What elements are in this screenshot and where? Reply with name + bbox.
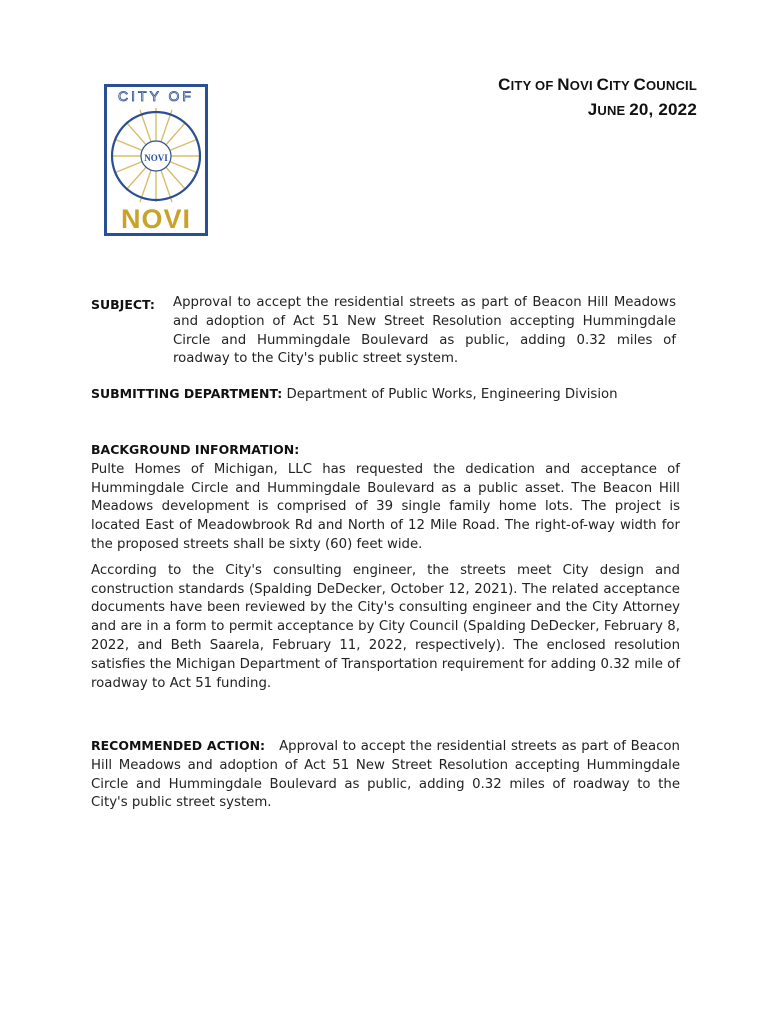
city-of-novi-logo — [104, 84, 208, 236]
logo-city-of-text: CITY OF — [118, 88, 194, 104]
subject-label: SUBJECT: — [91, 297, 155, 312]
submitting-department-section — [91, 385, 691, 405]
header-meeting-date: JUNE 20, 2022 — [587, 100, 697, 119]
recommended-action-text: Approval to accept the residential streets as part of Beacon Hill Meadows and adoption of Act 51 New Street Resolution accepting Hummingdale Circle and Hummingdale Boulevard as public, adding 0.32 miles of roadway to the City's public street system. — [91, 739, 680, 811]
logo-novi-text: NOVI — [120, 204, 192, 234]
recommended-action-label: RECOMMENDED ACTION: — [91, 738, 266, 753]
background-section — [91, 441, 680, 700]
submitting-department-text: Department of Public Works, Engineering Division — [286, 387, 618, 402]
background-paragraph: According to the City's consulting engineer, the streets meet City design and construction standards (Spalding DeDecker, October 12, 2021). The related acceptance documents have been reviewed by the City's consulting engineer and the City Attorney and are in a form to permit acceptance by City Council (Spalding DeDecker, February 8, 2022, and Beth Saarela, February 11, 2022, respectively). The enclosed resolution satisfies the Michigan Department of Transportation requirement for adding 0.32 mile of roadway to Act 51 funding. — [91, 562, 680, 691]
subject-text: Approval to accept the residential streets as part of Beacon Hill Meadows and adoption of Act 51 New Street Resolution accepting Hummingdale Circle and Hummingdale Boulevard as public, adding 0.32 miles of roadway to the City's public street system. — [173, 295, 676, 367]
header-council-title: CITY OF NOVI CITY COUNCIL — [498, 75, 697, 94]
logo-emblem-letters: NOVI — [144, 153, 168, 163]
document-header — [498, 73, 697, 123]
background-paragraph: Pulte Homes of Michigan, LLC has requested the dedication and acceptance of Hummingdale Circle and Hummingdale Boulevard as a public asset. The Beacon Hill Meadows development is comprised of 39 single family home lots. The project is located East of Meadowbrook Rd and North of 12 Mile Road. The right-of-way width for the proposed streets shall be sixty (60) feet wide. — [91, 461, 680, 552]
background-label: BACKGROUND INFORMATION: — [91, 442, 300, 457]
submitting-department-label: SUBMITTING DEPARTMENT: — [91, 386, 283, 401]
recommended-action-section — [91, 737, 680, 813]
